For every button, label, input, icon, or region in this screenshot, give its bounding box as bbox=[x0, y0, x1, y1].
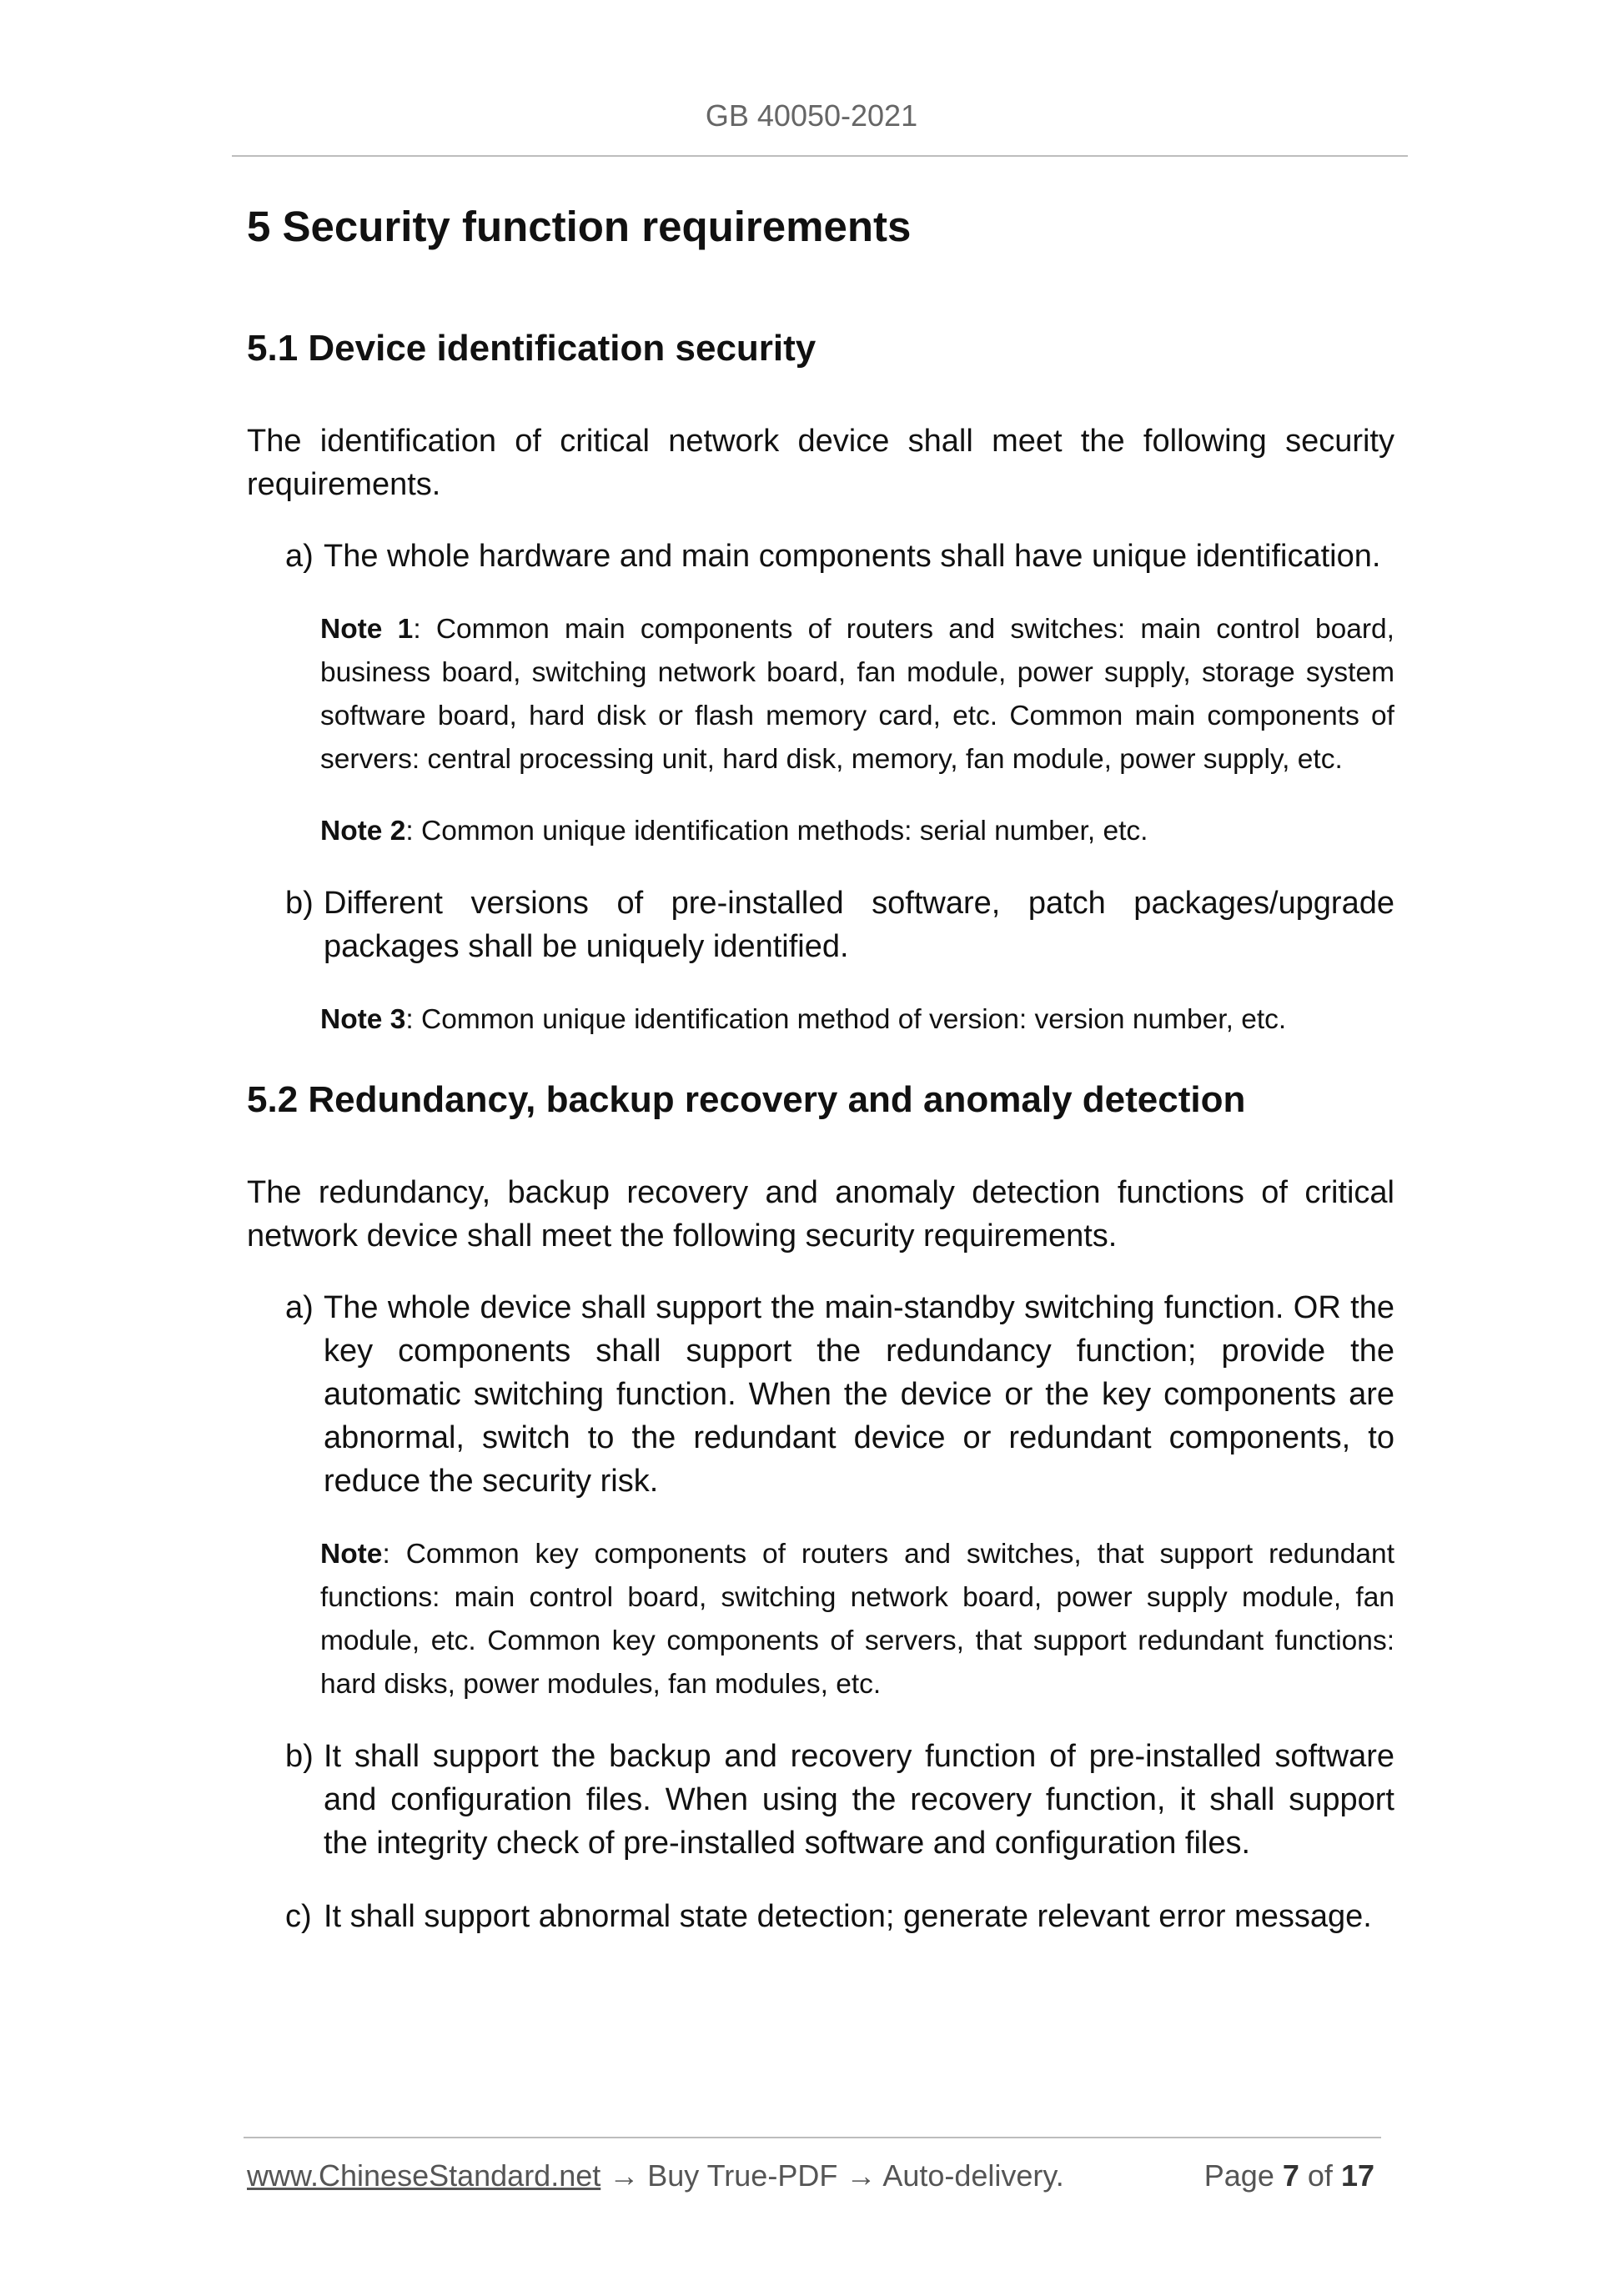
note-label: Note 3 bbox=[320, 1003, 406, 1035]
list-marker: c) bbox=[285, 1898, 312, 1934]
list-marker: b) bbox=[285, 1738, 314, 1774]
section-5-1-item-a bbox=[247, 535, 1394, 578]
list-item-text: The whole device shall support the main-standby switching function. OR the key components shall support the redundancy function; provide the automatic switching function. When the device or the key components are abnormal, switch to the redundant device or redundant components, to reduce the security risk. bbox=[324, 1289, 1394, 1499]
note-text: : Common main components of routers and switches: main control board, business board, switching network board, fan module, power supply, storage system software board, hard disk or flash memory card, etc. Common main components of servers: central processing unit, hard disk, memory, fan module, power supply, etc. bbox=[320, 613, 1394, 775]
section-5-2-item-c bbox=[247, 1895, 1394, 1938]
page-header-doc-id: GB 40050-2021 bbox=[705, 98, 918, 133]
page-total: 17 bbox=[1340, 2158, 1374, 2193]
section-5-1-intro: The identification of critical network device shall meet the following security requirements. bbox=[247, 423, 1394, 502]
list-item-text: The whole hardware and main components shall have unique identification. bbox=[324, 538, 1381, 574]
note-label: Note 1 bbox=[320, 613, 414, 645]
page-number: 7 bbox=[1282, 2158, 1299, 2193]
list-marker: a) bbox=[285, 538, 314, 574]
note-text: : Common unique identification methods: serial number, etc. bbox=[405, 815, 1148, 847]
list-marker: b) bbox=[285, 885, 314, 921]
section-5-1-title: 5.1 Device identification security bbox=[247, 327, 817, 369]
list-item-text: Different versions of pre-installed software, patch packages/upgrade packages shall be uniquely identified. bbox=[324, 885, 1394, 964]
section-5-2-intro: The redundancy, backup recovery and anomaly detection functions of critical network device shall meet the following security requirements. bbox=[247, 1174, 1394, 1254]
note-2 bbox=[320, 810, 1394, 853]
section-5-2-item-b bbox=[247, 1735, 1394, 1865]
note-text: : Common key components of routers and switches, that support redundant functions: main control board, switching network board, power supply module, fan module, etc. Common key components of servers, that support redundant functions: hard disks, power modules, fan modules, etc. bbox=[320, 1538, 1394, 1700]
of-word: of bbox=[1307, 2158, 1333, 2193]
note-3 bbox=[320, 998, 1394, 1042]
footer-divider bbox=[244, 2137, 1381, 2138]
section-5-title: 5 Security function requirements bbox=[247, 203, 912, 250]
list-item-text: It shall support abnormal state detection; generate relevant error message. bbox=[324, 1898, 1372, 1934]
page-indicator bbox=[1204, 2158, 1374, 2193]
section-5-2-title: 5.2 Redundancy, backup recovery and anomaly detection bbox=[247, 1078, 1246, 1120]
note-label: Note 2 bbox=[320, 815, 406, 847]
document-body bbox=[247, 200, 1394, 1968]
footer-tagline: → Buy True-PDF → Auto-delivery. bbox=[600, 2158, 1064, 2193]
section-5-2-item-a bbox=[247, 1286, 1394, 1503]
note-redundancy bbox=[320, 1533, 1394, 1706]
list-marker: a) bbox=[285, 1289, 314, 1325]
note-1 bbox=[320, 608, 1394, 781]
list-item-text: It shall support the backup and recovery function of pre-installed software and configuration files. When using the recovery function, it shall support the integrity check of pre-installed software and configuration files. bbox=[324, 1738, 1394, 1861]
page-footer bbox=[247, 2158, 1381, 2193]
section-5-1-item-b bbox=[247, 882, 1394, 968]
header-divider bbox=[232, 155, 1408, 157]
note-label: Note bbox=[320, 1538, 383, 1570]
note-text: : Common unique identification method of version: version number, etc. bbox=[405, 1003, 1287, 1035]
page-word: Page bbox=[1203, 2158, 1274, 2193]
website-link[interactable]: www.ChineseStandard.net bbox=[247, 2158, 601, 2193]
